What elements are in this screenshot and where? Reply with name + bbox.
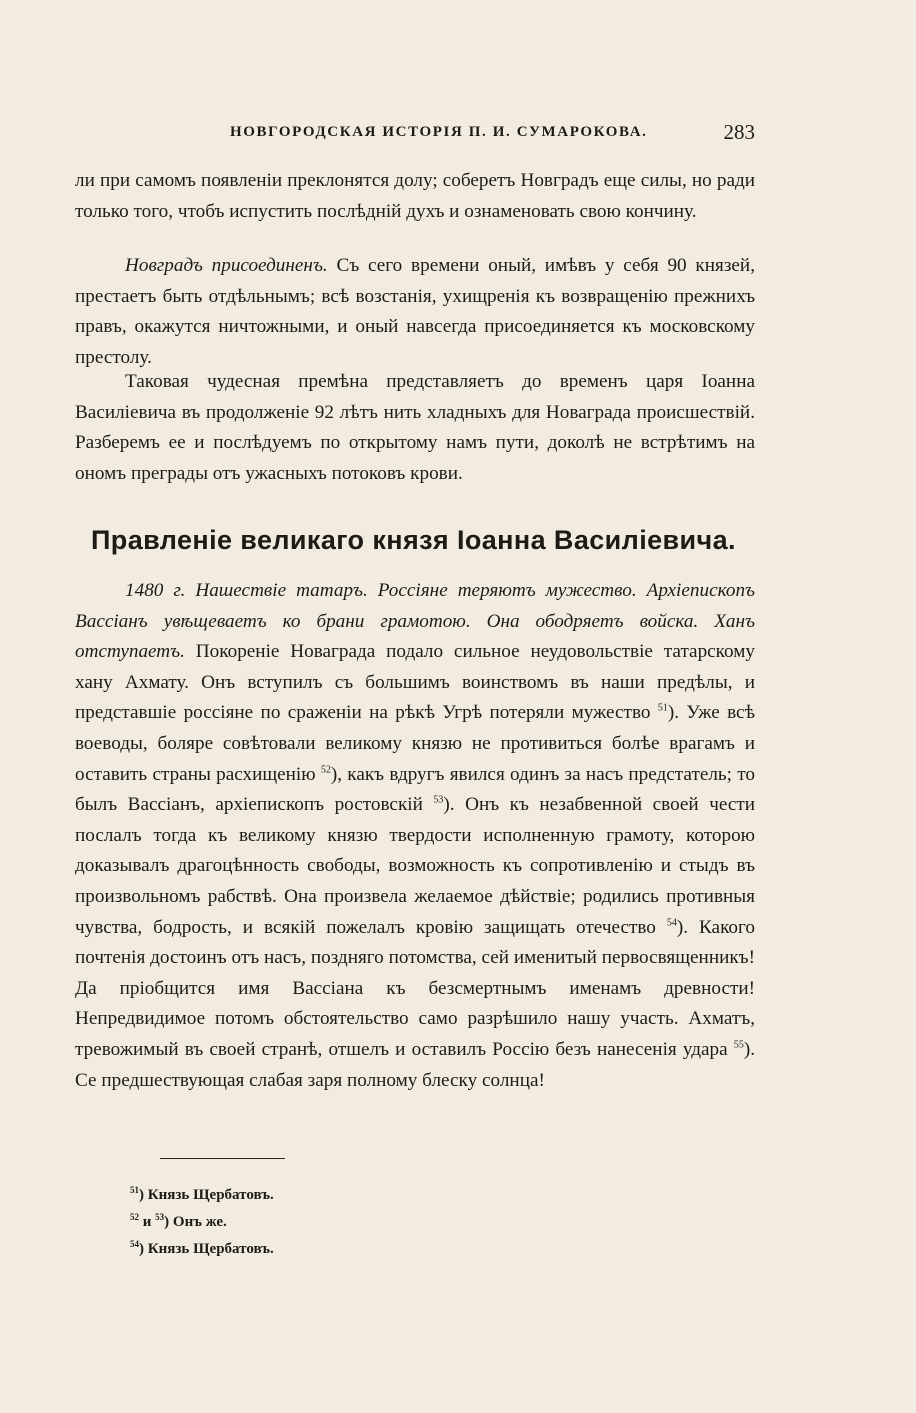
running-head [75, 120, 755, 144]
marginal-heading: 1480 г. Нашествіе татаръ. Россіяне теряютъ мужество. Архіепископъ Вассіанъ увѣщеваетъ ко брани грамотою. Она ободряетъ войска. Ханъ отступаетъ. [75, 580, 755, 663]
footnote-item [130, 1236, 274, 1263]
footnote-ref[interactable]: 55 [733, 1039, 744, 1051]
paragraph-text: ), какъ вдругъ явился одинъ за насъ предстатель; то былъ Вассіанъ, архіепископъ ростовскій [75, 763, 755, 816]
footnote-number: 54 [130, 1239, 139, 1249]
reign-paragraph [75, 576, 755, 1096]
paragraph-text: Покореніе Новаграда подало сильное неудовольствіе татарскому хану Ахмату. Онъ вступилъ съ большимъ воинствомъ въ наши предѣлы, и представшіе россіяне по сраженіи на рѣкѣ Угрѣ потеряли мужество [75, 641, 755, 724]
intro-paragraph: ли при самомъ появленіи преклонятся долу; соберетъ Новградъ еще силы, но ради только того, чтобъ испустить послѣдній духъ и ознаменовать свою кончину. [75, 170, 755, 222]
footnote-text: ) Князь Щербатовъ. [139, 1187, 274, 1203]
paragraph-text: ). Онъ къ незабвенной своей чести послалъ тогда къ великому князю твердости исполненную грамоту, которою доказывалъ драгоцѣнность свободы, возможность къ сопротивленію и стыдъ въ произвольномъ рабствѣ. Она произвела желаемое дѣйствіе; родились противныя чувства, бодрость, и всякій пожелалъ кровію защищать отечество [75, 794, 756, 938]
marginal-heading: Новградъ присоединенъ. [125, 255, 328, 276]
footnote-item [130, 1209, 274, 1236]
section-heading: Правленіе великаго князя Іоанна Василіевича. [91, 525, 736, 555]
annexed-paragraph [75, 251, 755, 373]
footnote-ref[interactable]: 51 [657, 702, 668, 714]
change-paragraph: Таковая чудесная премѣна представляетъ до временъ царя Іоанна Василіевича въ продолженіе 92 лѣтъ нить хладныхъ для Новаграда происшествій. Разберемъ ее и послѣдуемъ по открытому намъ пути, доколѣ не встрѣтимъ на ономъ преграды отъ ужасныхъ потоковъ крови. [75, 371, 755, 484]
footnote-rule [160, 1158, 285, 1159]
footnote-text: ) Князь Щербатовъ. [139, 1241, 274, 1257]
footnote-number: 53 [155, 1212, 165, 1222]
paragraph-body: Съ сего времени оный, имѣвъ у себя 90 князей, престаетъ быть отдѣльнымъ; всѣ возстанія, ухищренія къ возвращенію прежнихъ правъ, окажутся ничтожными, и оный навсегда присоединяется къ московскому престолу. [75, 255, 756, 368]
paragraph-text: ). Се предшествующая слабая заря полному блеску солнца! [75, 1038, 755, 1091]
running-title: НОВГОРОДСКАЯ ИСТОРІЯ П. И. СУМАРОКОВА. [230, 124, 648, 140]
footnote-number: 51 [130, 1185, 139, 1195]
footnote-ref[interactable]: 53 [433, 794, 444, 806]
footnote-number: 52 [130, 1212, 139, 1222]
footnote-item [130, 1182, 274, 1209]
paragraph-text: ). Уже всѣ воеводы, боляре совѣтовали великому князю не противиться болѣе врагамъ и оставить страны расхищенію [75, 702, 755, 785]
footnote-joiner: и [139, 1214, 156, 1230]
footnote-text: ) Онъ же. [164, 1214, 227, 1230]
footnote-ref[interactable]: 52 [320, 764, 331, 776]
page-number: 283 [723, 120, 755, 144]
footnotes [130, 1182, 274, 1263]
paragraph-text: ). Какого почтенія достоинъ отъ насъ, поздняго потомства, сей именитый первосвященникъ! Да пріобщится имя Вассіана къ безсмертнымъ именамъ древности! Непредвидимое потомъ обстоятельство само разрѣшило нашу участь. Ахматъ, тревожимый въ своей странѣ, отшелъ и оставилъ Россію безъ нанесенія удара [75, 916, 755, 1060]
footnote-ref[interactable]: 54 [666, 917, 677, 929]
